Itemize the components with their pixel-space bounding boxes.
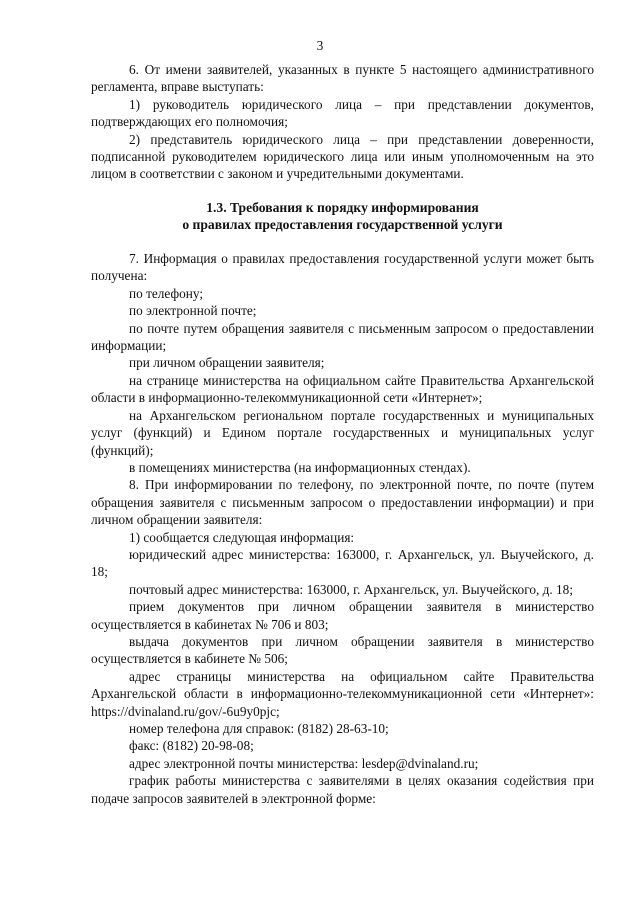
paragraph-6: 6. От имени заявителей, указанных в пункте 5 настоящего административного регламента, вправе выступать: (91, 62, 594, 95)
work-schedule: график работы министерства с заявителями в целях оказания содействия при подаче запросов заявителей в электронной форме: (91, 773, 594, 806)
document-body (91, 61, 594, 807)
info-channel-personal: при личном обращении заявителя; (129, 355, 325, 371)
reference-phone: номер телефона для справок: (8182) 28-63-10; (129, 721, 389, 736)
paragraph-7: 7. Информация о правилах предоставления государственной услуги может быть получена: (91, 251, 594, 284)
page-number: 3 (316, 38, 324, 53)
paragraph-6-item-1: 1) руководитель юридического лица – при представлении документов, подтверждающих его полномочия; (91, 96, 594, 130)
info-channel-website: на странице министерства на официальном сайте Правительства Архангельской области в информационно-телекоммуникационной сети «Интернет»; (91, 372, 594, 406)
paragraph-8-item-1: 1) сообщается следующая информация: (129, 529, 355, 545)
document-issue: выдача документов при личном обращении заявителя в министерство осуществляется в кабинете № 506; (91, 633, 594, 667)
ministry-email: адрес электронной почты министерства: lesdep@dvinaland.ru; (129, 755, 479, 771)
paragraph-6-item-2: 2) представитель юридического лица – при представлении доверенности, подписанной руководителем юридического лица или иным уполномоченным на это лицом в соответствии с законом и учредительными документами. (91, 131, 594, 182)
section-heading-line-1: 1.3. Требования к порядку информирования (206, 199, 479, 215)
section-heading-line-2: о правилах предоставления государственной услуги (182, 217, 503, 233)
ministry-webpage: адрес страницы министерства на официальном сайте Правительства Архангельской области в информационно-телекоммуникационной сети «Интернет»: https://dvinaland.ru/gov/-6u9y0pjc; (91, 668, 594, 719)
info-channel-phone: по телефону; (129, 285, 204, 301)
document-reception: прием документов при личном обращении заявителя в министерство осуществляется в кабинетах № 706 и 803; (91, 599, 594, 632)
info-channel-stands: в помещениях министерства (на информационных стендах). (129, 459, 471, 475)
section-heading (91, 199, 594, 234)
paragraph-8: 8. При информировании по телефону, по электронной почте, по почте (путем обращения заявителя с письменным запросом о предоставлении информации) и при личном обращении заявителя: (91, 477, 594, 528)
info-channel-mail: по почте путем обращения заявителя с письменным запросом о предоставлении информации; (91, 320, 594, 354)
fax-number: факс: (8182) 20-98-08; (129, 738, 254, 754)
info-channel-email: по электронной почте; (129, 303, 257, 319)
info-channel-portal: на Архангельском региональном портале государственных и муниципальных услуг (функций) и Едином портале государственных и муниципальных услуг (функций); (91, 407, 594, 458)
postal-address: почтовый адрес министерства: 163000, г. Архангельск, ул. Выучейского, д. 18; (129, 581, 574, 597)
legal-address: юридический адрес министерства: 163000, г. Архангельск, ул. Выучейского, д. 18; (91, 546, 594, 580)
